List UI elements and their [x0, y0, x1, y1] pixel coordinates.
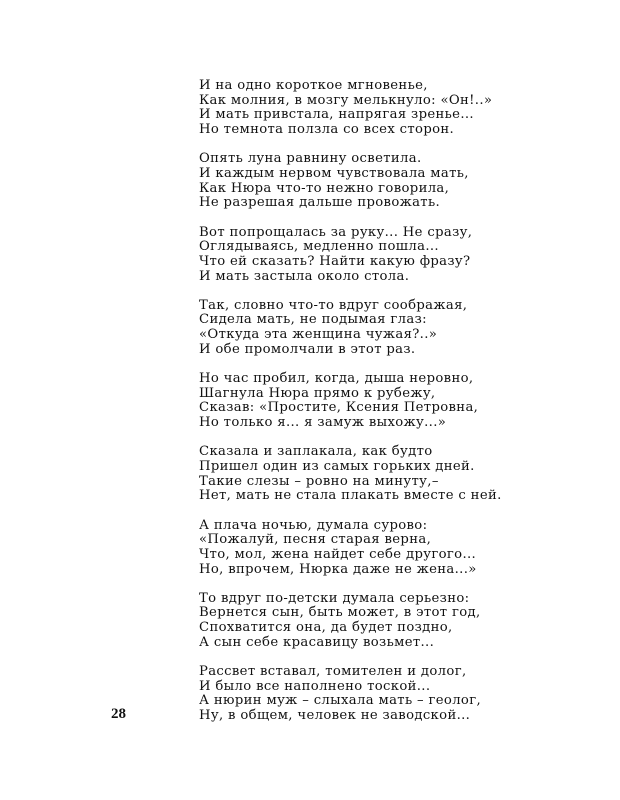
poem-line: Сидела мать, не подымая глаз:	[199, 312, 427, 328]
poem-line: Но, впрочем, Нюрка даже не жена...»	[199, 561, 477, 577]
stanza	[199, 592, 529, 651]
stanza	[199, 299, 529, 358]
poem-line: И каждым нервом чувствовала мать,	[199, 165, 469, 181]
poem-line: Шагнула Нюра прямо к рубежу,	[199, 385, 436, 401]
stanza	[199, 519, 529, 578]
poem-line: И мать застыла около стола.	[199, 268, 410, 284]
poem-line: Но только я... я замуж выхожу...»	[199, 415, 447, 431]
poem-line: И мать привстала, напрягая зренье...	[199, 107, 474, 123]
poem-line: Как Нюра что-то нежно говорила,	[199, 180, 450, 196]
poem-line: Вернется сын, быть может, в этот год,	[199, 605, 481, 621]
poem-line: А нюрин муж – слыхала мать – геолог,	[199, 693, 482, 709]
stanza	[199, 372, 529, 431]
poem-line: То вдруг по-детски думала серьезно:	[199, 590, 470, 606]
stanza	[199, 79, 529, 138]
poem-text	[199, 79, 529, 738]
poem-line: Так, словно что-то вдруг соображая,	[199, 297, 468, 313]
poem-line: И на одно короткое мгновенье,	[199, 78, 428, 93]
poem-line: Сказав: «Простите, Ксения Петровна,	[199, 400, 479, 416]
poem-line: «Откуда эта женщина чужая?..»	[199, 327, 438, 343]
poem-line: Ну, в общем, человек не заводской...	[199, 708, 471, 724]
poem-line: Что ей сказать? Найти какую фразу?	[199, 253, 471, 269]
poem-line: Не разрешая дальше провожать.	[199, 195, 441, 211]
poem-line: И было все наполнено тоской...	[199, 678, 431, 694]
poem-line: Опять луна равнину осветила.	[199, 151, 422, 167]
stanza	[199, 226, 529, 285]
poem-line: Спохватится она, да будет поздно,	[199, 620, 453, 636]
poem-line: Пришел один из самых горьких дней.	[199, 458, 475, 474]
stanza	[199, 152, 529, 211]
stanza	[199, 665, 529, 724]
poem-line: Как молния, в мозгу мелькнуло: «Он!..»	[199, 92, 493, 108]
stanza	[199, 445, 529, 504]
poem-line: И обе промолчали в этот раз.	[199, 341, 416, 357]
page-number: 28	[111, 706, 126, 722]
poem-line: Вот попрощалась за руку... Не сразу,	[199, 224, 473, 240]
poem-line: Но темнота ползла со всех сторон.	[199, 122, 455, 138]
poem-line: А сын себе красавицу возьмет...	[199, 634, 435, 650]
poem-line: Оглядываясь, медленно пошла...	[199, 239, 439, 255]
poem-line: Что, мол, жена найдет себе другого...	[199, 546, 477, 562]
poem-line: Такие слезы – ровно на минуту,–	[199, 473, 439, 489]
poem-line: Сказала и заплакала, как будто	[199, 444, 433, 460]
poem-line: Рассвет вставал, томителен и долог,	[199, 664, 467, 679]
poem-line: Но час пробил, когда, дыша неровно,	[199, 371, 474, 386]
poem-line: «Пожалуй, песня старая верна,	[199, 532, 432, 548]
poem-line: А плача ночью, думала сурово:	[199, 517, 428, 533]
poem-line: Нет, мать не стала плакать вместе с ней.	[199, 488, 502, 504]
